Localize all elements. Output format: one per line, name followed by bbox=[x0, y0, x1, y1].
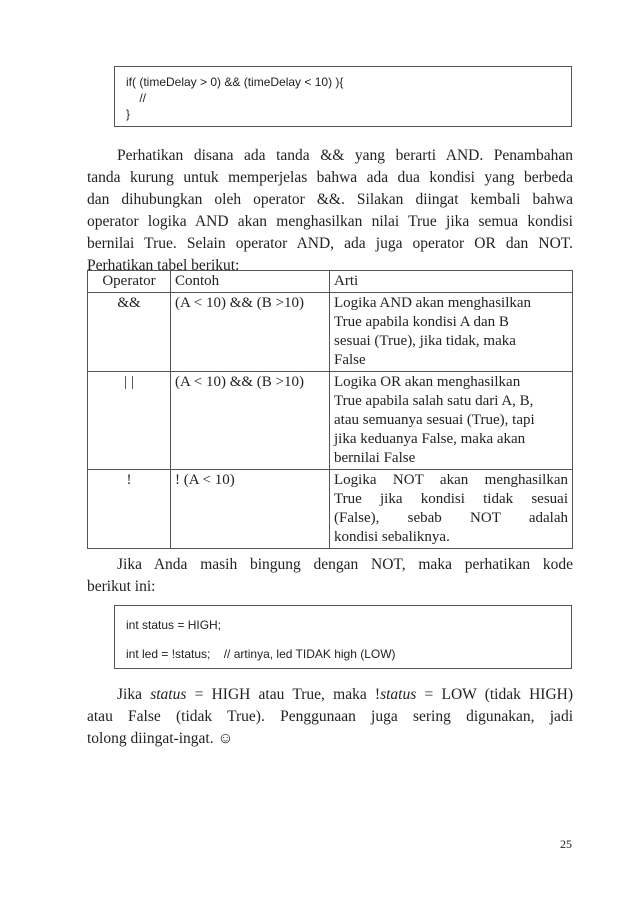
logic-operators-table bbox=[87, 270, 573, 549]
arti-line: True apabila kondisi A dan B bbox=[334, 314, 509, 330]
text-line: tanda kurung untuk memperjelas bahwa ada dua kondisi yang berbeda bbox=[87, 169, 573, 186]
code-line: // bbox=[126, 91, 147, 105]
italic-status: status bbox=[380, 686, 417, 703]
text-line: dan dihubungkan oleh operator &&. Silakan diingat kembali bahwa bbox=[87, 191, 573, 208]
text-line bbox=[87, 684, 573, 706]
table-row bbox=[88, 293, 573, 372]
text-fragment: Jika bbox=[117, 686, 151, 703]
arti-cell bbox=[330, 470, 573, 549]
arti-line: Logika AND akan menghasilkan bbox=[334, 295, 532, 311]
arti-line: (False), sebab NOT adalah bbox=[334, 510, 568, 526]
paragraph-and-explanation bbox=[87, 145, 573, 277]
code-block-status bbox=[114, 605, 572, 669]
italic-status: status bbox=[150, 686, 187, 703]
code-line: int led = !status; // artinya, led TIDAK high (LOW) bbox=[126, 647, 396, 661]
contoh-cell: (A < 10) && (B >10) bbox=[171, 372, 330, 470]
text-line: Perhatikan tabel berikut: bbox=[87, 257, 240, 274]
arti-line: jika keduanya False, maka akan bbox=[334, 431, 526, 447]
arti-cell bbox=[330, 293, 573, 372]
page-number: 25 bbox=[560, 837, 572, 851]
arti-line: False bbox=[334, 352, 366, 368]
code-block-condition bbox=[114, 66, 572, 127]
text-line: berikut ini: bbox=[87, 578, 156, 595]
text-fragment: = HIGH atau True, maka ! bbox=[186, 686, 381, 703]
column-header-contoh: Contoh bbox=[171, 271, 330, 293]
arti-line: atau semuanya sesuai (True), tapi bbox=[334, 412, 535, 428]
column-header-operator: Operator bbox=[88, 271, 171, 293]
table-row bbox=[88, 470, 573, 549]
table-row bbox=[88, 372, 573, 470]
code-line: if( (timeDelay > 0) && (timeDelay < 10) ){ bbox=[126, 75, 344, 89]
table-header-row bbox=[88, 271, 573, 293]
text-line: Jika Anda masih bingung dengan NOT, maka perhatikan kode bbox=[117, 556, 573, 573]
arti-line: sesuai (True), jika tidak, maka bbox=[334, 333, 516, 349]
code-line: } bbox=[126, 107, 131, 121]
paragraph-status-explanation bbox=[87, 684, 573, 750]
text-line: atau False (tidak True). Penggunaan juga sering digunakan, jadi bbox=[87, 708, 573, 725]
paragraph-not-intro bbox=[87, 554, 573, 598]
text-fragment: = LOW (tidak HIGH) bbox=[416, 686, 574, 703]
arti-cell bbox=[330, 372, 573, 470]
code-line: int status = HIGH; bbox=[126, 618, 222, 632]
text-line: operator logika AND akan menghasilkan nilai True jika semua kondisi bbox=[87, 213, 573, 230]
contoh-cell: ! (A < 10) bbox=[171, 470, 330, 549]
operator-cell: ! bbox=[88, 470, 171, 549]
arti-line: True apabila salah satu dari A, B, bbox=[334, 393, 534, 409]
column-header-arti: Arti bbox=[330, 271, 573, 293]
arti-line: kondisi sebaliknya. bbox=[334, 529, 450, 545]
text-line: tolong diingat-ingat. ☺ bbox=[87, 730, 234, 747]
arti-line: bernilai False bbox=[334, 450, 416, 466]
text-line: Perhatikan disana ada tanda && yang berarti AND. Penambahan bbox=[117, 147, 573, 164]
contoh-cell: (A < 10) && (B >10) bbox=[171, 293, 330, 372]
arti-line: True jika kondisi tidak sesuai bbox=[334, 491, 568, 507]
operator-cell: | | bbox=[88, 372, 171, 470]
operator-cell: && bbox=[88, 293, 171, 372]
arti-line: Logika OR akan menghasilkan bbox=[334, 374, 521, 390]
arti-line: Logika NOT akan menghasilkan bbox=[334, 472, 568, 488]
text-line: bernilai True. Selain operator AND, ada juga operator OR dan NOT. bbox=[87, 235, 573, 252]
